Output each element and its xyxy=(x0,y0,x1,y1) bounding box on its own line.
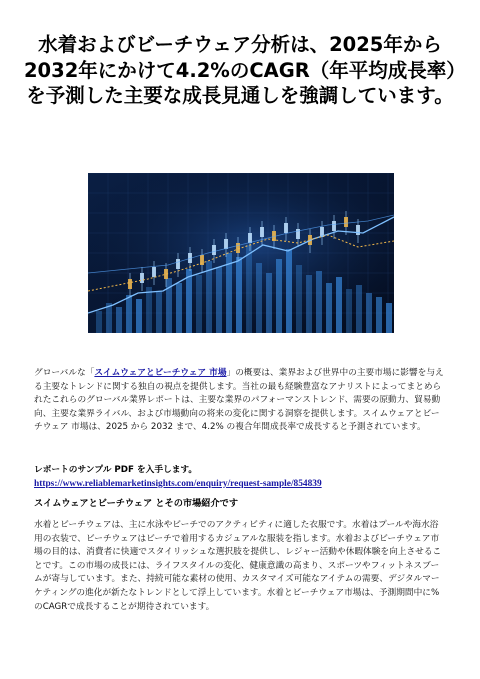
decorative-bar xyxy=(326,283,332,333)
decorative-bar xyxy=(156,291,162,333)
decorative-candle xyxy=(332,221,336,231)
decorative-candle xyxy=(176,259,180,269)
decorative-candle xyxy=(356,225,360,235)
financial-chart-image xyxy=(88,173,394,333)
decorative-bar xyxy=(356,285,362,333)
decorative-bar xyxy=(316,271,322,333)
decorative-bar xyxy=(306,275,312,333)
decorative-candle xyxy=(284,223,288,233)
decorative-bar xyxy=(116,307,122,333)
decorative-bar xyxy=(96,311,102,333)
intro-paragraph xyxy=(34,367,446,435)
decorative-bar xyxy=(336,277,342,333)
decorative-bar xyxy=(276,259,282,333)
decorative-bar xyxy=(216,267,222,333)
page-title: 水着およびビーチウェア分析は、2025年から2032年にかけて4.2%のCAGR（年平均成長率）を予測した主要な成長見通しを強調しています。 xyxy=(23,33,457,107)
decorative-bar xyxy=(266,273,272,333)
decorative-bar xyxy=(206,261,212,333)
decorative-bar xyxy=(146,287,152,333)
intro-prefix: グローバルな「 xyxy=(34,368,95,378)
decorative-candle xyxy=(140,273,144,283)
decorative-bar xyxy=(256,263,262,333)
intro-suffix: 」の概要は、業界および世界中の主要市場に影響を与える主要なトレンドに関する独自の視点を提供します。当社の最も経験豊富なアナリストによってまとめられたこれらのグローバル業界レポートは、主要な業界のパフォーマンストレンド、需要の原動力、貿易動向、主要な業界ライバル、および市場動向の将来の変化に関する洞察を提供します。スイムウェアとビーチウェア 市場は、2025 から 2032 まで、4.2% の複合年間成長率で成長すると予測されています。 xyxy=(34,368,444,433)
decorative-candle xyxy=(224,239,228,249)
decorative-bar xyxy=(196,275,202,333)
decorative-bar xyxy=(186,269,192,333)
decorative-bar xyxy=(136,299,142,333)
decorative-candle xyxy=(236,243,240,253)
decorative-candle xyxy=(212,245,216,255)
decorative-bar xyxy=(236,257,242,333)
decorative-bar xyxy=(286,249,292,333)
decorative-candle xyxy=(152,267,156,277)
sample-request-block xyxy=(34,464,446,491)
decorative-bar xyxy=(376,297,382,333)
decorative-bar xyxy=(346,289,352,333)
section-heading: スイムウェアとビーチウェア とその市場紹介です xyxy=(34,498,239,509)
decorative-bar xyxy=(126,295,132,333)
decorative-candle xyxy=(128,279,132,289)
section-paragraph: 水着とビーチウェアは、主に水泳やビーチでのアクティビティに適した衣服です。水着はプールや海水浴用の衣装で、ビーチウェアはビーチで着用するカジュアルな服装を指します。水着およびビーチウェア市場の目的は、消費者に快適でスタイリッシュな選択肢を提供し、レジャー活動や休暇体験を向上させることです。この市場の成長には、ライフスタイルの変化、健康意識の高まり、スポーツやフィットネスブームが寄与しています。また、持続可能な素材の使用、カスタマイズ可能なアイテムの需要、デジタルマーケティングの進化が新たなトレンドとして浮上しています。水着とビーチウェア市場は、予測期間中に%のCAGRで成長することが期待されています。 xyxy=(34,520,442,612)
market-link[interactable]: スイムウェアとビーチウェア 市場 xyxy=(94,368,227,378)
decorative-candle xyxy=(248,233,252,243)
decorative-candle xyxy=(344,217,348,227)
decorative-bar xyxy=(366,293,372,333)
chart-illustration xyxy=(88,173,394,333)
sample-label: レポートのサンプル PDF を入手します。 xyxy=(34,465,198,475)
decorative-bar xyxy=(246,245,252,333)
sample-url-link[interactable]: https://www.reliablemarketinsights.com/enquiry/request-sample/854839 xyxy=(34,478,322,489)
decorative-candle xyxy=(260,227,264,237)
decorative-bar xyxy=(176,283,182,333)
decorative-bar xyxy=(386,303,392,333)
decorative-bar xyxy=(296,265,302,333)
